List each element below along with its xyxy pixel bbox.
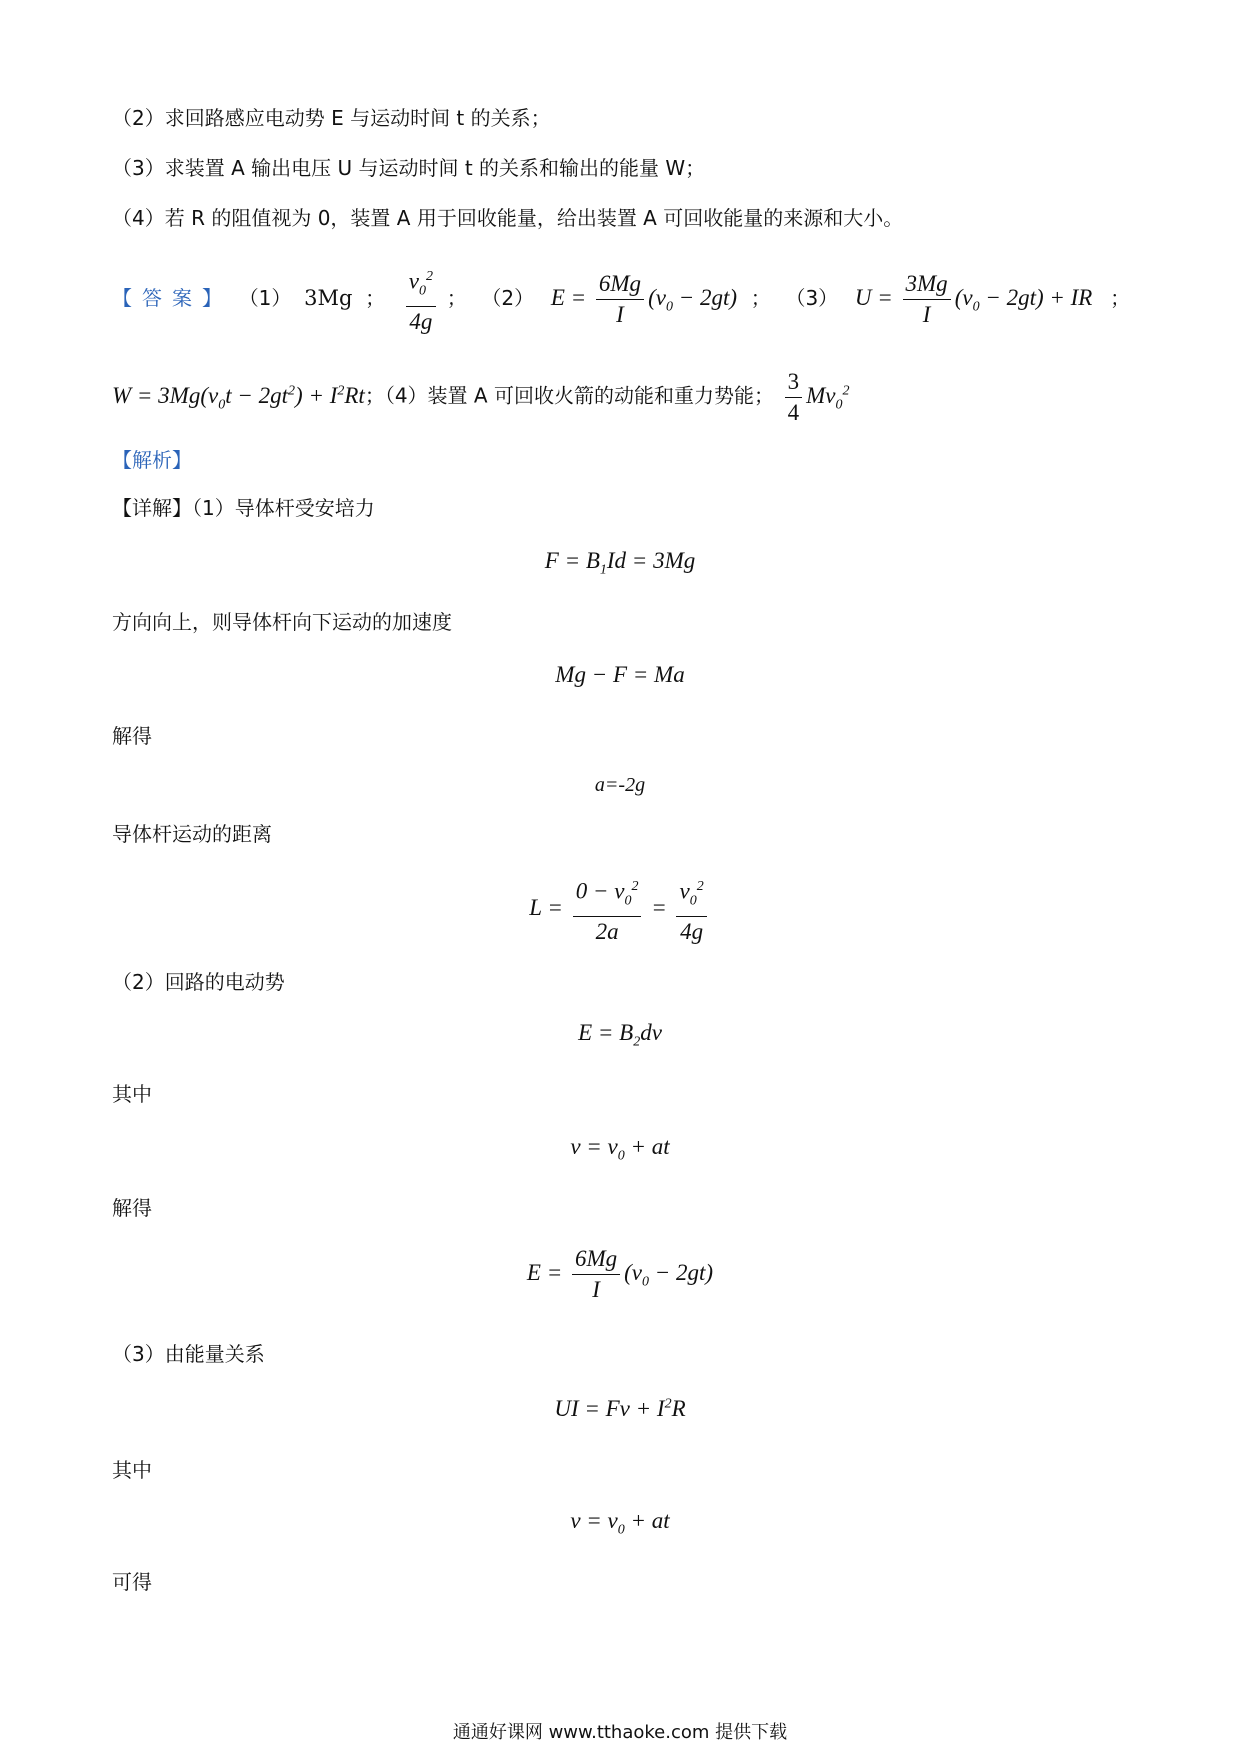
step-2-text: 方向向上，则导体杆向下运动的加速度 — [112, 610, 452, 634]
step-6-text: 其中 — [112, 1082, 152, 1106]
step-1-text: （1）导体杆受安培力 — [192, 496, 375, 520]
question-3: （3）求装置 A 输出电压 U 与运动时间 t 的关系和输出的能量 W； — [112, 156, 706, 180]
separator: ； — [364, 383, 385, 408]
eq-acceleration: a=-2g — [594, 774, 646, 796]
answer-part1-force: 3Mg — [304, 286, 353, 311]
eq-distance: L = $\frac{0 - v_0^2}{2a}$ = $\frac{v_0^2}{4g}$ — [0, 872, 1240, 947]
eq-velocity-2: $v = v_0$ + at — [570, 1508, 670, 1538]
step-7-text: 解得 — [112, 1196, 152, 1220]
eq-emf: $E = B_2dv$ — [578, 1020, 662, 1050]
step-8-text: （3）由能量关系 — [112, 1342, 265, 1366]
step-4-text: 导体杆运动的距离 — [112, 822, 272, 846]
answer-part1-label: （1） — [238, 286, 292, 311]
step-10-text: 可得 — [112, 1570, 152, 1594]
footer-watermark: 通通好课网 www.tthaoke.com 提供下载 — [452, 1722, 788, 1743]
separator: ； — [750, 286, 771, 311]
eq-emf-result: E = $\frac{6Mg}{I}$ $(v_0 - 2gt)$ — [526, 1246, 714, 1302]
answer-part4-value: $\frac{3}{4}$ $Mv_0^2$ — [781, 383, 850, 408]
answer-part3-label: （3） — [785, 286, 839, 311]
answer-line-1 — [112, 262, 1131, 335]
answer-part2-label: （2） — [481, 286, 535, 311]
detail-tag: 【详解】 — [112, 496, 192, 520]
analysis-tag: 【解析】 — [112, 448, 192, 472]
answer-line-2 — [112, 356, 850, 426]
answer-part1-distance: $\frac{v_0^2}{4g}$ — [406, 262, 436, 337]
answer-part4-text: （4）装置 A 可回收火箭的动能和重力势能； — [384, 383, 774, 408]
step-3-text: 解得 — [112, 724, 152, 748]
detail-line — [112, 494, 375, 522]
question-2: （2）求回路感应电动势 E 与运动时间 t 的关系； — [112, 106, 551, 130]
separator: ； — [365, 286, 386, 311]
separator: ； — [446, 286, 467, 311]
eq-energy-relation: UI = $Fv + I^2R$ — [554, 1396, 686, 1421]
question-4: （4）若 R 的阻值视为 0，装置 A 用于回收能量，给出装置 A 可回收能量的来源和大小。 — [112, 206, 904, 230]
answer-energy-formula: $W = 3Mg(v_0t - 2gt^2) + I^2Rt$ — [112, 382, 365, 413]
eq-newton: Mg − F = Ma — [555, 662, 685, 687]
step-9-text: 其中 — [112, 1458, 152, 1482]
separator: ； — [1110, 286, 1131, 311]
answer-part3-formula: U = $\frac{3Mg}{I}$ $(v_0 - 2gt)$ + IR — [854, 271, 1099, 328]
answer-tag: 【答案】 — [112, 286, 232, 311]
answer-part2-formula: E = $\frac{6Mg}{I}$ $(v_0 - 2gt)$ — [550, 271, 743, 328]
eq-ampere-force: $F = B_1Id = 3Mg$ — [544, 548, 696, 578]
eq-velocity-1: $v = v_0$ + at — [570, 1134, 670, 1164]
step-5-text: （2）回路的电动势 — [112, 970, 285, 994]
